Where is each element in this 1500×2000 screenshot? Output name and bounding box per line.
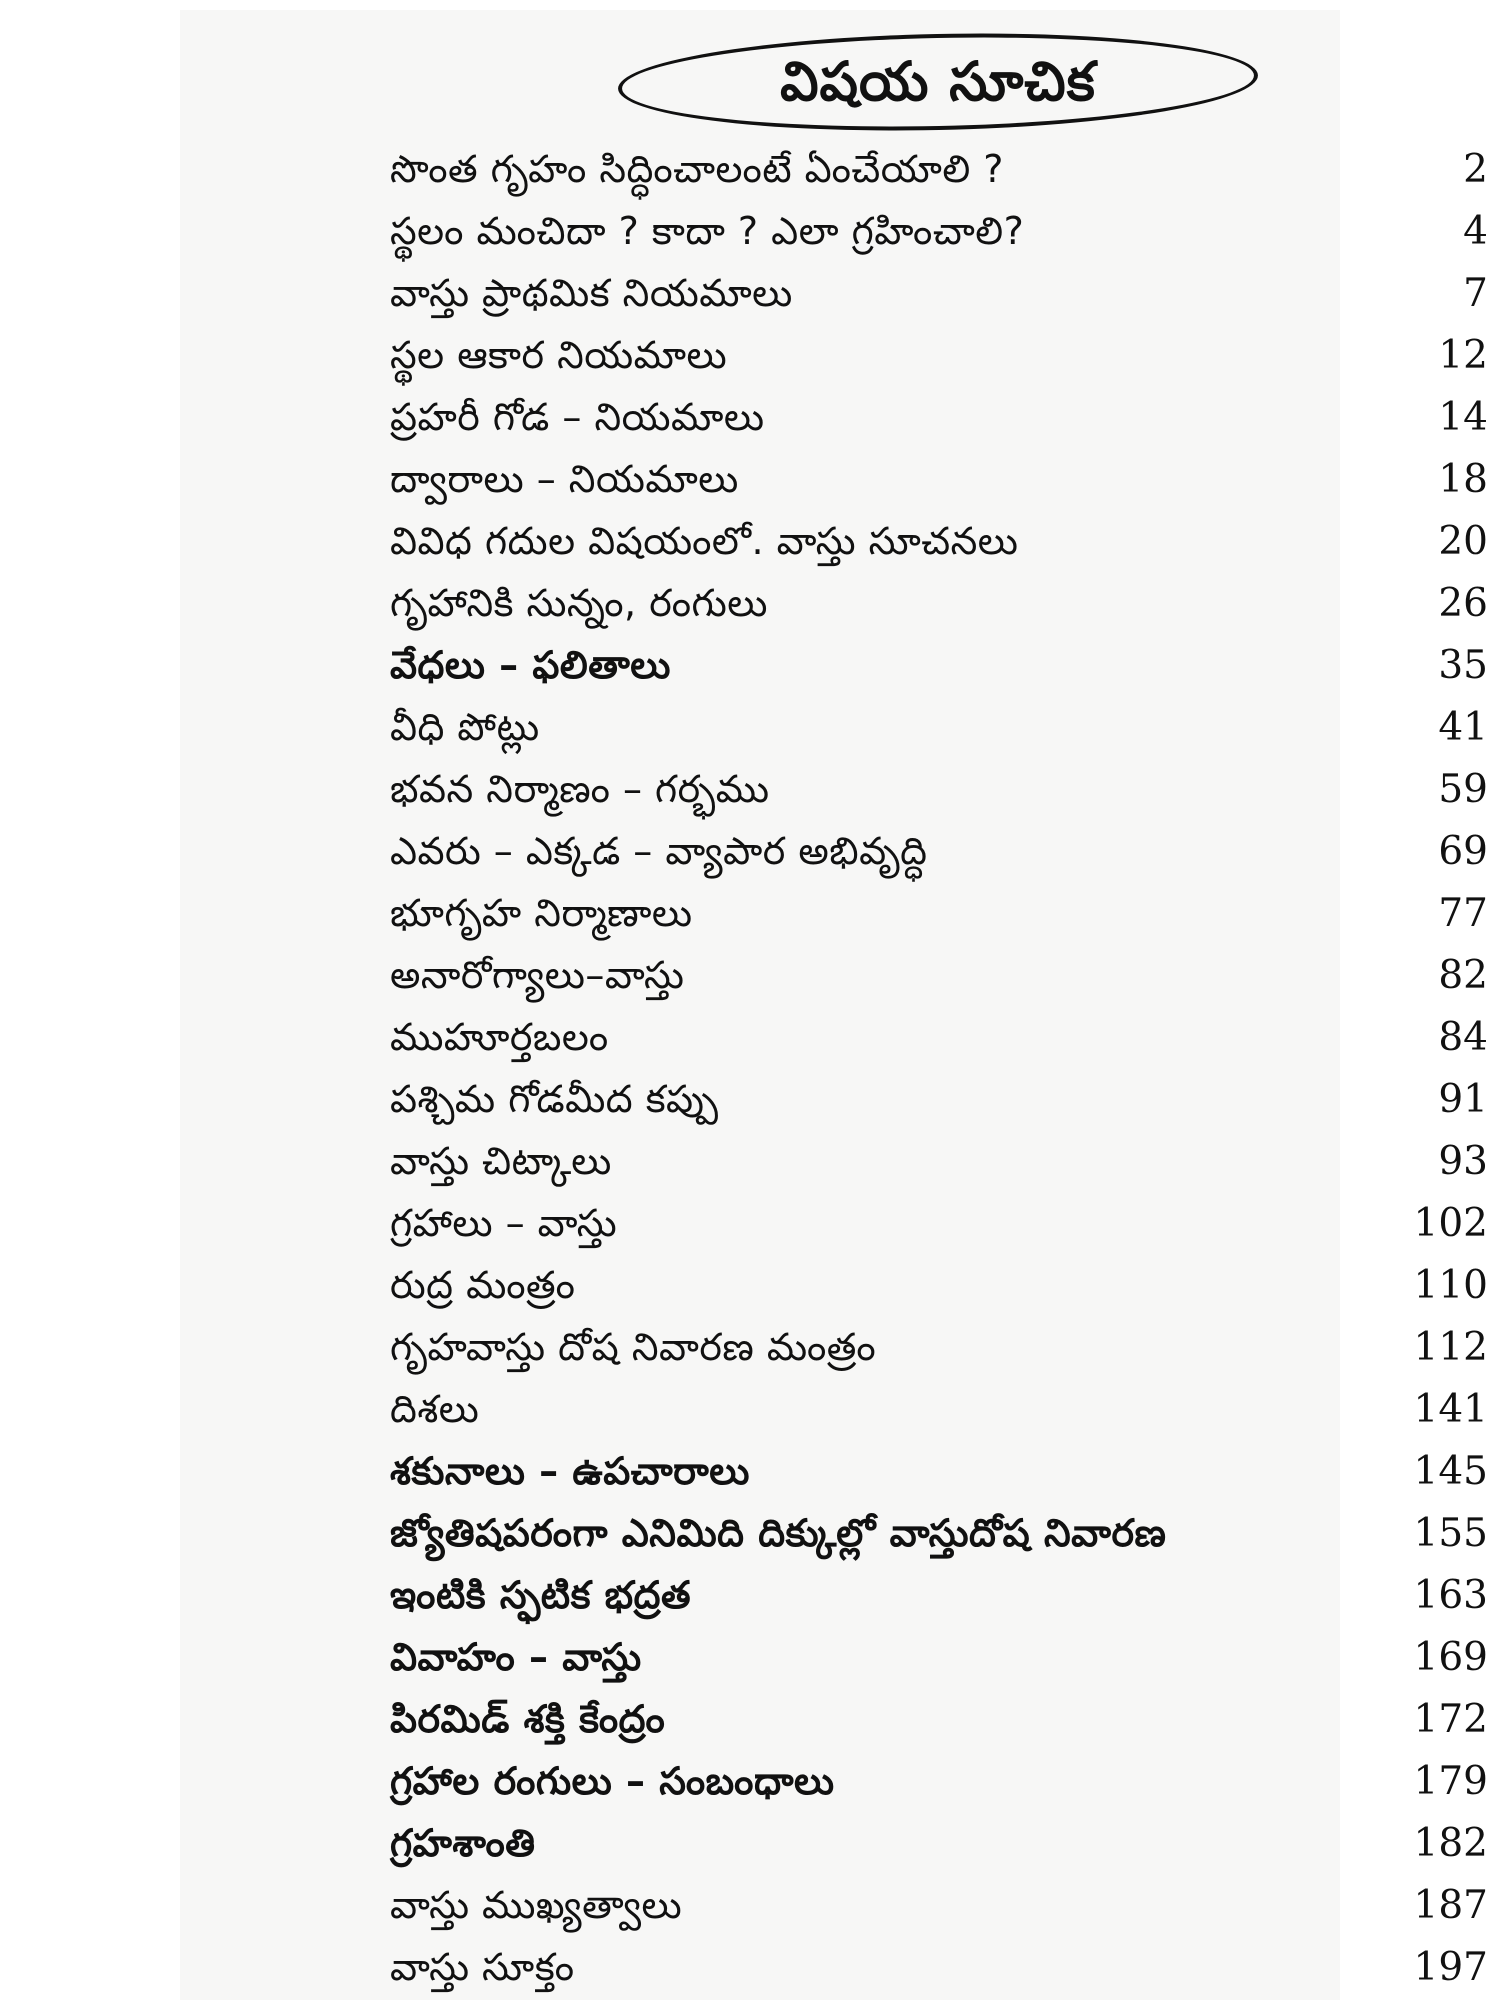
toc-entry: [390, 1812, 1490, 1874]
entry-page-number: 77: [1438, 890, 1488, 936]
toc-entry: [390, 1626, 1490, 1688]
toc-entry: [390, 1502, 1490, 1564]
entry-title: దిశలు: [390, 1387, 480, 1431]
entry-page-number: 187: [1413, 1882, 1488, 1928]
toc-entry: [390, 882, 1490, 944]
toc-entry: [390, 758, 1490, 820]
entry-title: జ్యోతిషపరంగా ఎనిమిది దిక్కుల్లో వాస్తుదోష నివారణ: [390, 1511, 1167, 1555]
toc-entry: [390, 1750, 1490, 1812]
entry-page-number: 20: [1438, 518, 1488, 564]
entry-page-number: 18: [1438, 456, 1488, 502]
entry-title: ప్రహరీ గోడ – నియమాలు: [390, 395, 765, 439]
entry-title: ఇంటికి స్ఫటిక భద్రత: [390, 1573, 692, 1617]
entry-page-number: 7: [1463, 270, 1488, 316]
toc-entry: [390, 696, 1490, 758]
toc-entry: [390, 262, 1490, 324]
entry-title: వీధి పోట్లు: [390, 705, 540, 749]
entry-page-number: 155: [1413, 1510, 1488, 1556]
entry-title: వివాహం – వాస్తు: [390, 1635, 642, 1679]
toc-entry: [390, 448, 1490, 510]
toc-entry: [390, 1254, 1490, 1316]
entry-page-number: 102: [1413, 1200, 1488, 1246]
entry-page-number: 169: [1413, 1634, 1488, 1680]
toc-entry: [390, 510, 1490, 572]
entry-page-number: 93: [1438, 1138, 1488, 1184]
toc-entry: [390, 1068, 1490, 1130]
entry-page-number: 26: [1438, 580, 1488, 626]
entry-page-number: 4: [1463, 208, 1488, 254]
page-title: విషయ సూచిక: [780, 50, 1096, 113]
entry-page-number: 69: [1438, 828, 1488, 874]
entry-page-number: 145: [1413, 1448, 1488, 1494]
entry-title: సొంత గృహం సిద్ధించాలంటే ఏంచేయాలి ?: [390, 147, 1004, 191]
entry-page-number: 84: [1438, 1014, 1488, 1060]
entry-title: పశ్చిమ గోడమీద కప్పు: [390, 1077, 719, 1121]
entry-page-number: 110: [1413, 1262, 1488, 1308]
toc-entry: [390, 324, 1490, 386]
entry-page-number: 2: [1463, 146, 1488, 192]
entry-title: పిరమిడ్ శక్తి కేంద్రం: [390, 1697, 666, 1741]
toc-entry: [390, 1936, 1490, 1998]
entry-page-number: 172: [1413, 1696, 1488, 1742]
entry-page-number: 12: [1438, 332, 1488, 378]
document-page: [180, 10, 1488, 2000]
entry-title: వాస్తు ముఖ్యత్వాలు: [390, 1883, 683, 1927]
entry-title: రుద్ర మంత్రం: [390, 1263, 576, 1307]
toc-entry: [390, 1130, 1490, 1192]
entry-page-number: 141: [1413, 1386, 1488, 1432]
table-of-contents: [390, 138, 1490, 1998]
toc-entry: [390, 1564, 1490, 1626]
entry-title: వాస్తు ప్రాథమిక నియమాలు: [390, 271, 793, 315]
entry-title: స్థలం మంచిదా ? కాదా ? ఎలా గ్రహించాలి?: [390, 209, 1025, 253]
entry-title: గృహానికి సున్నం, రంగులు: [390, 581, 768, 625]
entry-title: శకునాలు – ఉపచారాలు: [390, 1449, 750, 1493]
toc-entry: [390, 634, 1490, 696]
entry-title: ముహూర్తబలం: [390, 1015, 609, 1059]
toc-entry: [390, 138, 1490, 200]
toc-entry: [390, 944, 1490, 1006]
entry-title: వాస్తు చిట్కాలు: [390, 1139, 612, 1183]
toc-entry: [390, 1440, 1490, 1502]
toc-entry: [390, 1006, 1490, 1068]
entry-title: స్థల ఆకార నియమాలు: [390, 333, 728, 377]
entry-page-number: 35: [1438, 642, 1488, 688]
entry-title: అనారోగ్యాలు–వాస్తు: [390, 953, 685, 997]
entry-page-number: 14: [1438, 394, 1488, 440]
entry-page-number: 59: [1438, 766, 1488, 812]
entry-title: వేధలు – ఫలితాలు: [390, 643, 671, 687]
toc-entry: [390, 386, 1490, 448]
toc-entry: [390, 1192, 1490, 1254]
entry-title: భూగృహ నిర్మాణాలు: [390, 891, 693, 935]
entry-page-number: 112: [1413, 1324, 1488, 1370]
entry-title: వాస్తు సూక్తం: [390, 1945, 575, 1989]
toc-entry: [390, 820, 1490, 882]
entry-title: గ్రహాల రంగులు – సంబంధాలు: [390, 1759, 835, 1803]
toc-entry: [390, 200, 1490, 262]
entry-title: గ్రహశాంతి: [390, 1821, 536, 1865]
entry-page-number: 91: [1438, 1076, 1488, 1122]
entry-title: గ్రహాలు – వాస్తు: [390, 1201, 618, 1245]
entry-page-number: 182: [1413, 1820, 1488, 1866]
toc-entry: [390, 1688, 1490, 1750]
toc-entry: [390, 572, 1490, 634]
toc-entry: [390, 1316, 1490, 1378]
entry-title: ద్వారాలు – నియమాలు: [390, 457, 739, 501]
entry-page-number: 82: [1438, 952, 1488, 998]
entry-title: భవన నిర్మాణం – గర్భము: [390, 767, 770, 811]
toc-entry: [390, 1874, 1490, 1936]
entry-title: ఎవరు – ఎక్కడ – వ్యాపార అభివృద్ధి: [390, 829, 928, 873]
entry-page-number: 179: [1413, 1758, 1488, 1804]
entry-page-number: 41: [1438, 704, 1488, 750]
entry-title: వివిధ గదుల విషయంలో. వాస్తు సూచనలు: [390, 519, 1019, 563]
entry-title: గృహవాస్తు దోష నివారణ మంత్రం: [390, 1325, 877, 1369]
entry-page-number: 197: [1413, 1944, 1488, 1990]
heading-container: [618, 34, 1258, 130]
toc-entry: [390, 1378, 1490, 1440]
entry-page-number: 163: [1413, 1572, 1488, 1618]
